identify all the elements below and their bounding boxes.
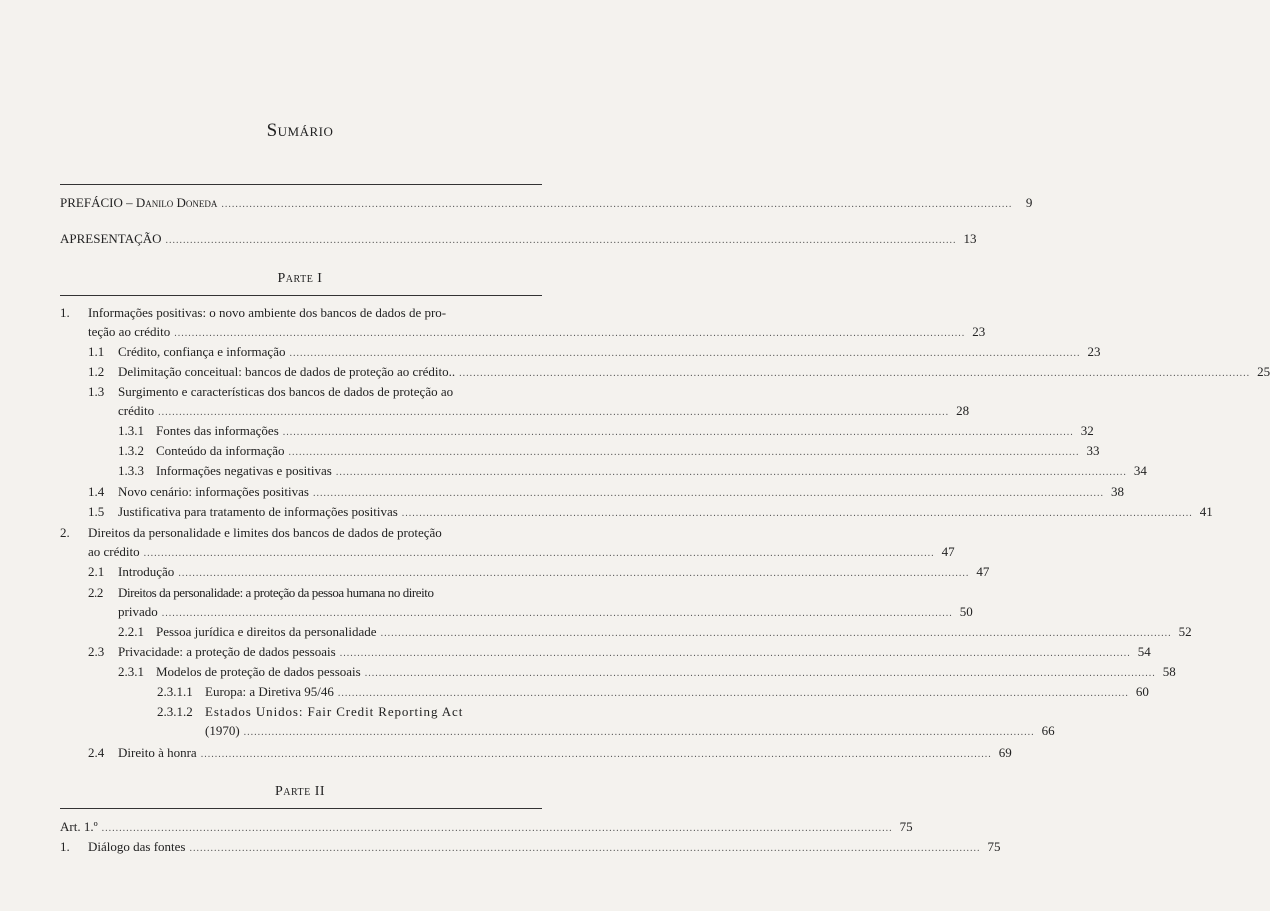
- toc-entry-prefacio: PREFÁCIO – Danilo Doneda ..... 9: [60, 194, 542, 214]
- toc-entry-number: 2.3: [88, 644, 105, 659]
- toc-entry: [88, 563, 990, 583]
- toc-entry-title: Delimitação conceitual: bancos de dados de proteção ao crédito..: [118, 364, 456, 379]
- toc-entry-page: 66: [1041, 723, 1055, 738]
- divider: [60, 295, 542, 296]
- toc-entry-line: [60, 524, 542, 542]
- toc-entry-title: teção ao crédito: [88, 324, 171, 339]
- divider: [60, 184, 542, 185]
- toc-entry-title: Informações negativas e positivas: [156, 463, 332, 478]
- leader-dots: [381, 625, 1172, 643]
- toc-entry: [60, 838, 1001, 858]
- leader-dots: [313, 485, 1104, 503]
- toc-entry: [60, 818, 913, 838]
- toc-entry-title: crédito: [118, 403, 155, 418]
- leader-dots: [201, 746, 992, 764]
- leader-dots: [283, 424, 1074, 442]
- leader-dots: [336, 464, 1127, 482]
- toc-entry-line: [88, 584, 542, 602]
- toc-entry-title: Informações positivas: o novo ambiente dos bancos de dados de pro-: [88, 305, 447, 320]
- leader-dots: [221, 196, 1012, 214]
- toc-entry-label: PREFÁCIO: [60, 195, 123, 210]
- toc-entry-number: 1.3.2: [118, 443, 144, 458]
- toc-entry-title: Direitos da personalidade e limites dos bancos de dados de proteção: [88, 525, 442, 540]
- toc-entry-number: 2.2: [88, 585, 103, 600]
- toc-entry-page: 28: [956, 403, 970, 418]
- toc-entry-number: 1.: [60, 839, 70, 854]
- leader-dots: [178, 565, 969, 583]
- toc-entry: [118, 663, 1176, 683]
- toc-entry: [118, 402, 970, 422]
- toc-entry-number: 2.: [60, 525, 70, 540]
- toc-entry-number: 2.2.1: [118, 624, 144, 639]
- toc-entry-title: Pessoa jurídica e direitos da personalidade: [156, 624, 377, 639]
- toc-entry-apresentacao: [60, 230, 977, 250]
- leader-dots: [289, 444, 1080, 462]
- toc-entry-page: 60: [1135, 684, 1149, 699]
- toc-entry-title: Conteúdo da informação: [156, 443, 285, 458]
- toc-entry-page: 32: [1080, 423, 1094, 438]
- leader-dots: [244, 724, 1035, 742]
- leader-dots: [459, 365, 1250, 383]
- toc-entry-page: 23: [1087, 344, 1101, 359]
- toc-entry-page: 75: [987, 839, 1001, 854]
- toc-entry-page: 38: [1110, 484, 1124, 499]
- leader-dots: [162, 605, 953, 623]
- toc-entry-page: 69: [998, 745, 1012, 760]
- toc-entry-number: 1.4: [88, 484, 105, 499]
- toc-entry: [88, 323, 986, 343]
- toc-entry-page: 50: [959, 604, 973, 619]
- leader-dots: [289, 345, 1080, 363]
- leader-dots: [174, 325, 965, 343]
- toc-entry-page: 75: [899, 819, 913, 834]
- toc-entry-number: 1.5: [88, 504, 105, 519]
- leader-dots: [102, 820, 893, 838]
- toc-entry-page: 54: [1137, 644, 1151, 659]
- toc-entry-label: APRESENTAÇÃO: [60, 231, 162, 246]
- toc-entry-page: 23: [972, 324, 986, 339]
- toc-entry: [88, 363, 1270, 383]
- toc-entry-number: 2.3.1.2: [157, 704, 193, 719]
- toc-entry: [205, 722, 1055, 742]
- leader-dots: [189, 840, 980, 858]
- leader-dots: [338, 685, 1129, 703]
- toc-entry-number: 1.3.1: [118, 423, 144, 438]
- toc-entry-number: 2.4: [88, 745, 105, 760]
- toc-entry-title: Justificativa para tratamento de informações positivas: [118, 504, 398, 519]
- leader-dots: [144, 545, 935, 563]
- toc-entry-page: 58: [1162, 664, 1176, 679]
- toc-entry-page: 33: [1086, 443, 1100, 458]
- toc-entry-title: Direitos da personalidade: a proteção da pessoa humana no direito: [118, 585, 434, 600]
- leader-dots: [166, 232, 957, 250]
- toc-entry-line: [88, 383, 542, 401]
- toc-entry-page: 9: [1025, 195, 1033, 210]
- leader-dots: [158, 404, 949, 422]
- toc-entry-number: Art. 1.º: [60, 819, 98, 834]
- toc-entry-title: Introdução: [118, 564, 175, 579]
- toc-entry-number: 2.3.1.1: [157, 684, 193, 699]
- toc-entry-title: Novo cenário: informações positivas: [118, 484, 309, 499]
- toc-entry: [118, 462, 1147, 482]
- leader-dots: [402, 505, 1193, 523]
- toc-entry-title: Crédito, confiança e informação: [118, 344, 286, 359]
- toc-entry-line: [60, 304, 542, 322]
- leader-dots: [340, 645, 1131, 663]
- toc-entry-page: 41: [1199, 504, 1213, 519]
- toc-entry-title: Surgimento e características dos bancos de dados de proteção ao: [118, 384, 454, 399]
- toc-entry-title: privado: [118, 604, 158, 619]
- toc-entry-title: Direito à honra: [118, 745, 197, 760]
- toc-entry-number: 2.1: [88, 564, 105, 579]
- toc-entry-number: 1.3: [88, 384, 105, 399]
- page-title: Sumário: [266, 120, 334, 141]
- toc-entry-page: 34: [1133, 463, 1147, 478]
- toc-entry-page: 47: [976, 564, 990, 579]
- toc-entry-title: Modelos de proteção de dados pessoais: [156, 664, 361, 679]
- toc-entry: [88, 744, 1012, 764]
- toc-entry-title: Estados Unidos: Fair Credit Reporting Act: [205, 704, 464, 719]
- toc-entry: [88, 343, 1101, 363]
- toc-entry-title: Fontes das informações: [156, 423, 279, 438]
- toc-entry: [118, 422, 1094, 442]
- part-heading: Parte II: [274, 784, 326, 799]
- toc-entry-page: 47: [941, 544, 955, 559]
- toc-entry-title: (1970): [205, 723, 240, 738]
- toc-entry: [88, 483, 1124, 503]
- toc-entry-author: Danilo Doneda: [135, 195, 218, 210]
- toc-entry-line: [157, 703, 542, 721]
- toc-entry-number: 2.3.1: [118, 664, 144, 679]
- toc-entry: [88, 543, 955, 563]
- leader-dots: [365, 665, 1156, 683]
- toc-entry-number: 1.: [60, 305, 70, 320]
- toc-entry-number: 1.1: [88, 344, 105, 359]
- divider: [60, 808, 542, 809]
- toc-entry-number: 1.3.3: [118, 463, 144, 478]
- toc-entry-title: Privacidade: a proteção de dados pessoais: [118, 644, 336, 659]
- toc-entry: [157, 683, 1149, 703]
- toc-entry-page: 25: [1257, 364, 1270, 379]
- toc-entry-page: 52: [1178, 624, 1192, 639]
- toc-entry-number: 1.2: [88, 364, 105, 379]
- toc-entry-title: ao crédito: [88, 544, 140, 559]
- toc-entry: [118, 442, 1100, 462]
- part-heading: Parte I: [277, 271, 323, 286]
- toc-entry-page: 13: [963, 231, 977, 246]
- toc-entry-title: Diálogo das fontes: [88, 839, 186, 854]
- toc-entry: [88, 643, 1151, 663]
- toc-entry: [88, 503, 1213, 523]
- toc-entry-title: Europa: a Diretiva 95/46: [205, 684, 334, 699]
- toc-entry: [118, 603, 973, 623]
- toc-entry: [118, 623, 1192, 643]
